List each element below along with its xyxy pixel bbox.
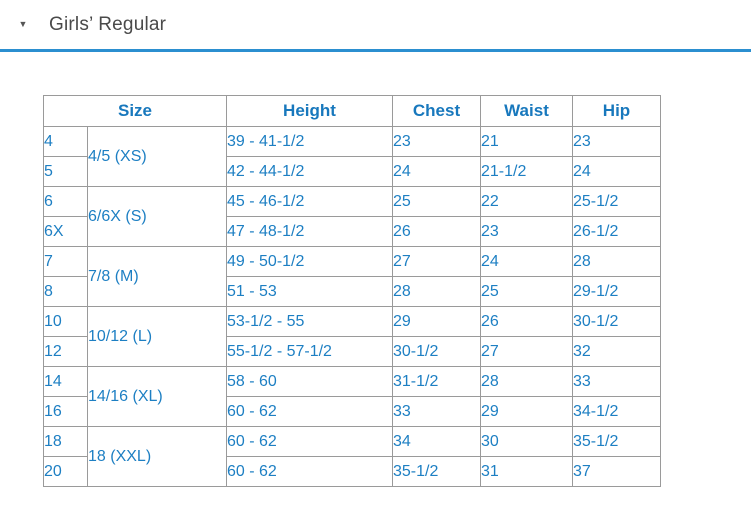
cell-height: 60 - 62: [227, 427, 393, 457]
section-header[interactable]: [0, 0, 751, 49]
cell-height: 51 - 53: [227, 277, 393, 307]
table-header-row: [44, 96, 661, 127]
cell-height: 49 - 50-1/2: [227, 247, 393, 277]
cell-hip: 25-1/2: [573, 187, 661, 217]
cell-chest: 31-1/2: [393, 367, 481, 397]
cell-chest: 27: [393, 247, 481, 277]
cell-chest: 28: [393, 277, 481, 307]
cell-size-number: 6X: [44, 217, 88, 247]
cell-waist: 25: [481, 277, 573, 307]
table-row: [44, 307, 661, 337]
cell-waist: 28: [481, 367, 573, 397]
table-row: [44, 427, 661, 457]
column-header-hip: Hip: [573, 96, 661, 127]
cell-hip: 30-1/2: [573, 307, 661, 337]
cell-hip: 33: [573, 367, 661, 397]
cell-size-number: 10: [44, 307, 88, 337]
cell-size-label: 18 (XXL): [88, 427, 227, 487]
cell-hip: 24: [573, 157, 661, 187]
cell-height: 53-1/2 - 55: [227, 307, 393, 337]
cell-chest: 30-1/2: [393, 337, 481, 367]
cell-chest: 26: [393, 217, 481, 247]
cell-height: 42 - 44-1/2: [227, 157, 393, 187]
cell-size-label: 6/6X (S): [88, 187, 227, 247]
cell-size-number: 14: [44, 367, 88, 397]
cell-chest: 29: [393, 307, 481, 337]
cell-waist: 26: [481, 307, 573, 337]
column-header-chest: Chest: [393, 96, 481, 127]
page-title: Girls’ Regular: [49, 13, 167, 35]
cell-chest: 25: [393, 187, 481, 217]
cell-waist: 27: [481, 337, 573, 367]
size-chart-container: [0, 53, 751, 487]
cell-waist: 21: [481, 127, 573, 157]
cell-height: 39 - 41-1/2: [227, 127, 393, 157]
cell-waist: 29: [481, 397, 573, 427]
cell-hip: 37: [573, 457, 661, 487]
cell-chest: 23: [393, 127, 481, 157]
cell-chest: 33: [393, 397, 481, 427]
cell-hip: 26-1/2: [573, 217, 661, 247]
cell-size-label: 4/5 (XS): [88, 127, 227, 187]
cell-size-number: 16: [44, 397, 88, 427]
column-header-height: Height: [227, 96, 393, 127]
cell-size-number: 6: [44, 187, 88, 217]
table-row: [44, 127, 661, 157]
chevron-down-icon[interactable]: ▼: [18, 19, 28, 29]
cell-size-number: 7: [44, 247, 88, 277]
cell-size-number: 18: [44, 427, 88, 457]
cell-height: 47 - 48-1/2: [227, 217, 393, 247]
cell-size-label: 10/12 (L): [88, 307, 227, 367]
cell-waist: 30: [481, 427, 573, 457]
cell-height: 55-1/2 - 57-1/2: [227, 337, 393, 367]
cell-chest: 35-1/2: [393, 457, 481, 487]
cell-size-label: 7/8 (M): [88, 247, 227, 307]
cell-waist: 22: [481, 187, 573, 217]
cell-height: 58 - 60: [227, 367, 393, 397]
cell-hip: 34-1/2: [573, 397, 661, 427]
cell-chest: 34: [393, 427, 481, 457]
table-row: [44, 367, 661, 397]
cell-size-number: 12: [44, 337, 88, 367]
cell-height: 60 - 62: [227, 457, 393, 487]
table-row: [44, 247, 661, 277]
cell-hip: 29-1/2: [573, 277, 661, 307]
cell-hip: 35-1/2: [573, 427, 661, 457]
cell-hip: 28: [573, 247, 661, 277]
cell-hip: 23: [573, 127, 661, 157]
size-chart-table: [43, 95, 661, 487]
table-row: [44, 187, 661, 217]
cell-waist: 24: [481, 247, 573, 277]
cell-size-number: 5: [44, 157, 88, 187]
cell-height: 60 - 62: [227, 397, 393, 427]
cell-size-number: 8: [44, 277, 88, 307]
cell-waist: 31: [481, 457, 573, 487]
cell-chest: 24: [393, 157, 481, 187]
cell-hip: 32: [573, 337, 661, 367]
cell-waist: 23: [481, 217, 573, 247]
cell-size-number: 4: [44, 127, 88, 157]
cell-size-number: 20: [44, 457, 88, 487]
column-header-size: Size: [44, 96, 227, 127]
cell-size-label: 14/16 (XL): [88, 367, 227, 427]
cell-waist: 21-1/2: [481, 157, 573, 187]
column-header-waist: Waist: [481, 96, 573, 127]
cell-height: 45 - 46-1/2: [227, 187, 393, 217]
